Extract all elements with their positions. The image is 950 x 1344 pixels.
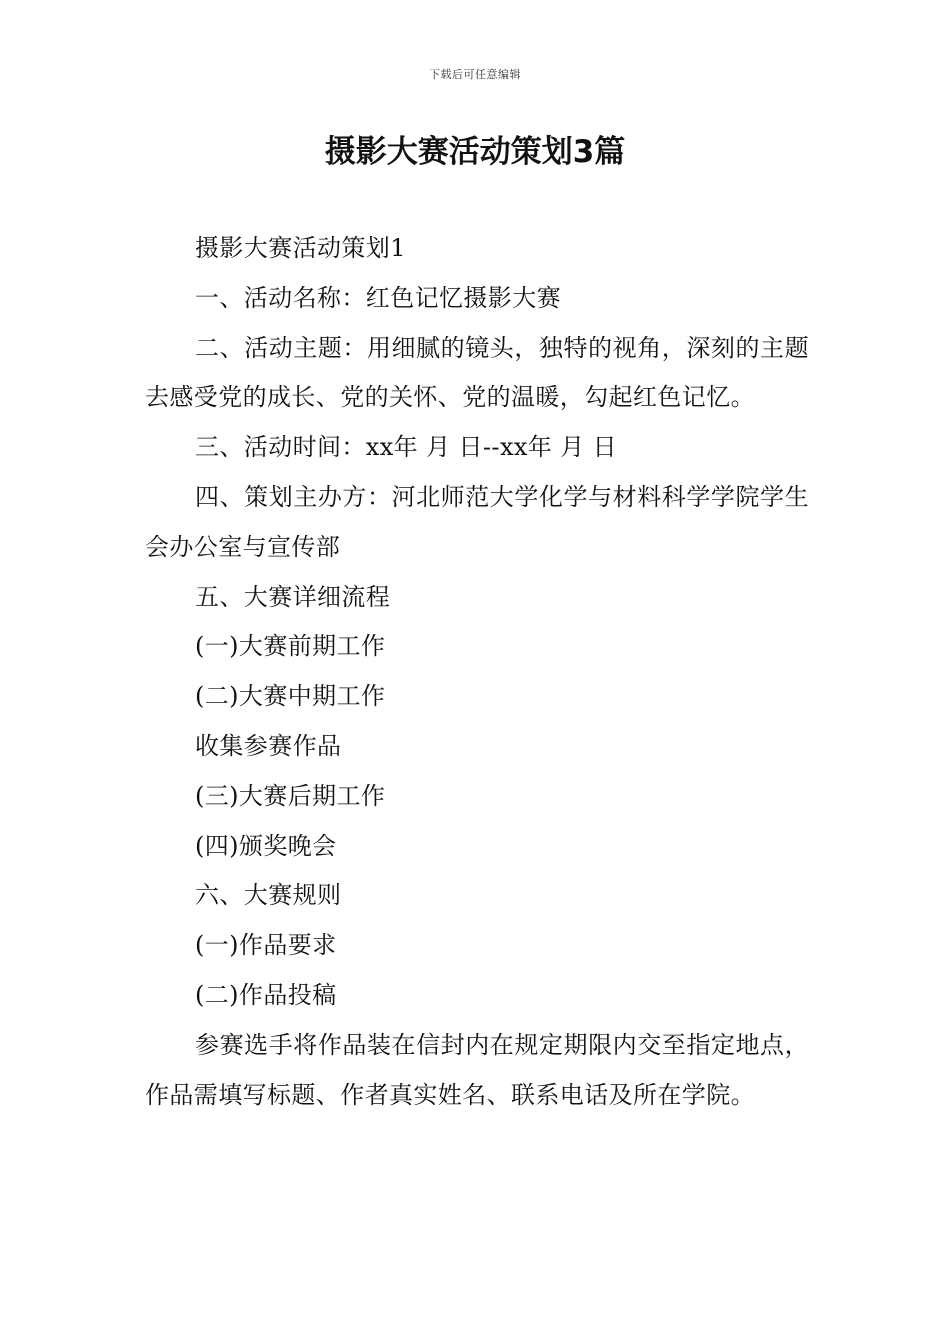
paragraph-rules-heading: 六、大赛规则: [195, 881, 342, 910]
paragraph-activity-time: 三、活动时间：xx年 月 日--xx年 月 日: [195, 433, 618, 462]
document-body: [145, 224, 809, 1120]
paragraph-submission-details: 参赛选手将作品装在信封内在规定期限内交至指定地点，作品需填写标题、作者真实姓名、联系电话及所在学院。: [145, 1030, 809, 1109]
paragraph-process-early: (一)大赛前期工作: [195, 632, 386, 661]
header-note: 下载后可任意编辑: [429, 68, 521, 81]
paragraph-process-heading: 五、大赛详细流程: [195, 582, 391, 611]
paragraph-activity-name: 一、活动名称：红色记忆摄影大赛: [195, 283, 561, 312]
section-heading: 摄影大赛活动策划1: [195, 234, 406, 262]
paragraph-organizer: 四、策划主办方：河北师范大学化学与材料科学学院学生会办公室与宣传部: [145, 482, 809, 561]
paragraph-process-late: (三)大赛后期工作: [195, 781, 386, 810]
paragraph-work-requirements: (一)作品要求: [195, 931, 337, 960]
paragraph-work-submission: (二)作品投稿: [195, 980, 337, 1009]
paragraph-activity-theme: 二、活动主题：用细腻的镜头，独特的视角，深刻的主题去感受党的成长、党的关怀、党的温暖，勾起红色记忆。: [145, 333, 809, 412]
paragraph-collect-works: 收集参赛作品: [195, 731, 342, 760]
paragraph-process-middle: (二)大赛中期工作: [195, 682, 386, 711]
paragraph-award-gala: (四)颁奖晚会: [195, 831, 337, 860]
document-title: 摄影大赛活动策划3篇: [324, 134, 626, 170]
